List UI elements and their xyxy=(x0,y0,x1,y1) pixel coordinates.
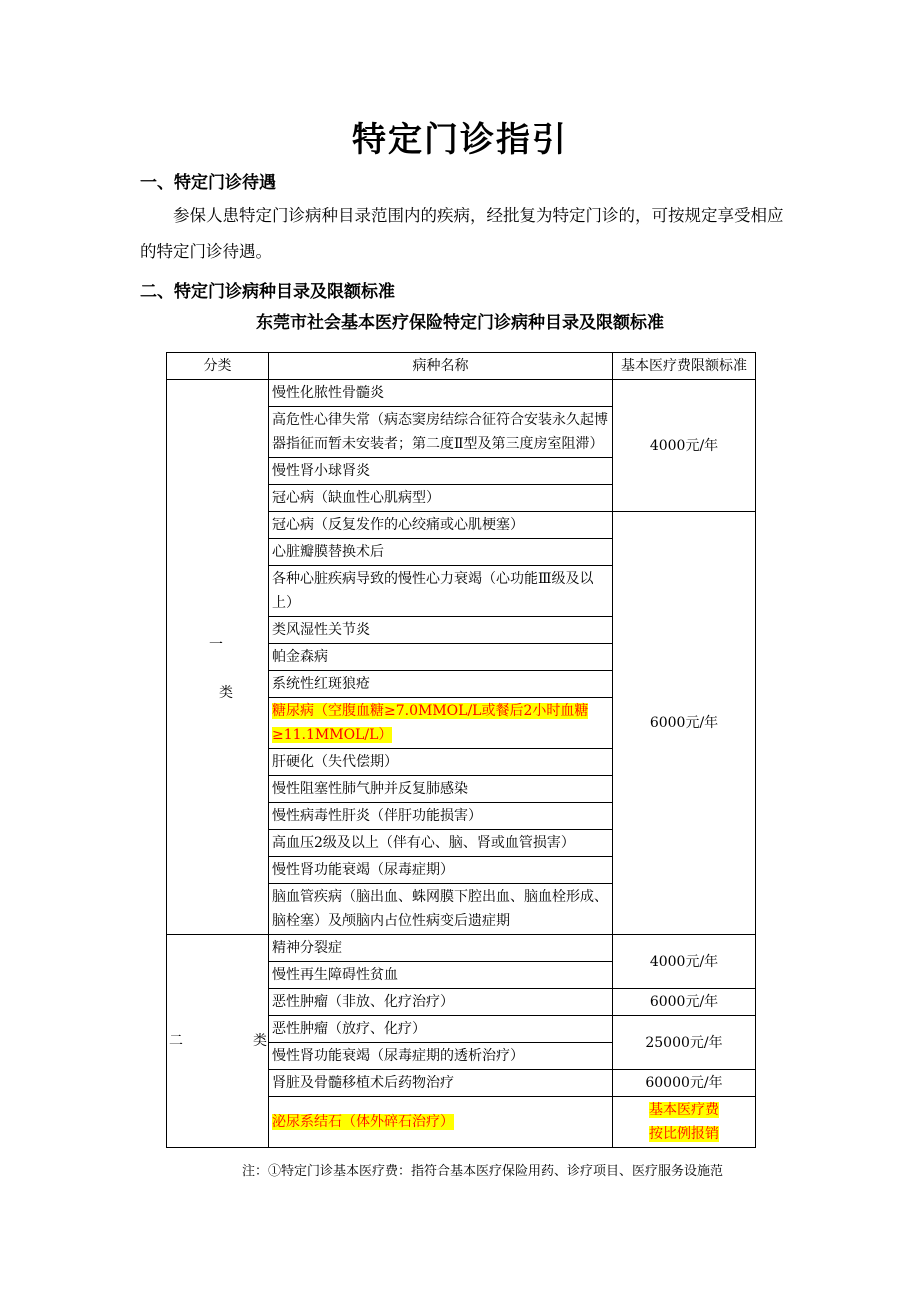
disease-name-highlighted xyxy=(269,698,613,749)
disease-name: 冠心病（反复发作的心绞痛或心肌梗塞） xyxy=(269,512,613,539)
limit-cell: 6000元/年 xyxy=(613,512,756,935)
disease-name: 慢性肾小球肾炎 xyxy=(269,458,613,485)
disease-name: 各种心脏疾病导致的慢性心力衰竭（心功能Ⅲ级及以上） xyxy=(269,566,613,617)
disease-name: 慢性病毒性肝炎（伴肝功能损害） xyxy=(269,803,613,830)
limit-cell-ratio xyxy=(613,1097,756,1148)
limit-cell: 4000元/年 xyxy=(613,380,756,512)
disease-name: 恶性肿瘤（非放、化疗治疗） xyxy=(269,989,613,1016)
limit-cell: 60000元/年 xyxy=(613,1070,756,1097)
header-category: 分类 xyxy=(167,353,269,380)
limit-cell: 6000元/年 xyxy=(613,989,756,1016)
disease-name: 帕金森病 xyxy=(269,644,613,671)
disease-name: 慢性再生障碍性贫血 xyxy=(269,962,613,989)
ratio-line1: 基本医疗费 xyxy=(649,1102,719,1118)
table-row xyxy=(167,380,756,407)
disease-name: 高危性心律失常（病态窦房结综合征符合安装永久起博器指征而暂未安装者；第二度Ⅱ型及第三度房室阻滞） xyxy=(269,407,613,458)
limit-cell: 4000元/年 xyxy=(613,935,756,989)
disease-name: 精神分裂症 xyxy=(269,935,613,962)
table-title: 东莞市社会基本医疗保险特定门诊病种目录及限额标准 xyxy=(256,313,664,333)
footnote: 注：①特定门诊基本医疗费：指符合基本医疗保险用药、诊疗项目、医疗服务设施范 xyxy=(242,1164,724,1179)
section2-heading: 二、特定门诊病种目录及限额标准 xyxy=(140,282,395,302)
disease-name: 系统性红斑狼疮 xyxy=(269,671,613,698)
disease-name: 高血压2级及以上（伴有心、脑、肾或血管损害） xyxy=(269,830,613,857)
disease-name-highlighted xyxy=(269,1097,613,1148)
disease-name: 慢性化脓性骨髓炎 xyxy=(269,380,613,407)
limit-cell: 25000元/年 xyxy=(613,1016,756,1070)
highlighted-text: 泌尿系结石（体外碎石治疗） xyxy=(272,1114,454,1130)
disease-name: 心脏瓣膜替换术后 xyxy=(269,539,613,566)
header-limit: 基本医疗费限额标准 xyxy=(613,353,756,380)
category1-char1: 一 xyxy=(209,637,223,653)
ratio-line2: 按比例报销 xyxy=(649,1126,719,1142)
table-header-row xyxy=(167,353,756,380)
category2-char1: 二 xyxy=(169,1033,183,1049)
section1-paragraph: 参保人患特定门诊病种目录范围内的疾病，经批复为特定门诊的，可按规定享受相应的特定门诊待遇。 xyxy=(140,206,784,261)
disease-name: 肾脏及骨髓移植术后药物治疗 xyxy=(269,1070,613,1097)
disease-name: 类风湿性关节炎 xyxy=(269,617,613,644)
highlighted-text: 糖尿病（空腹血糖≥7.0MMOL/L或餐后2小时血糖≥11.1MMOL/L） xyxy=(272,703,589,743)
disease-name: 慢性阻塞性肺气肿并反复肺感染 xyxy=(269,776,613,803)
category1-char2: 类 xyxy=(219,685,233,701)
disease-name: 恶性肿瘤（放疗、化疗） xyxy=(269,1016,613,1043)
disease-name: 慢性肾功能衰竭（尿毒症期的透析治疗） xyxy=(269,1043,613,1070)
disease-name: 冠心病（缺血性心肌病型） xyxy=(269,485,613,512)
category1-cell xyxy=(167,380,269,935)
page-title: 特定门诊指引 xyxy=(352,120,568,160)
section1-heading: 一、特定门诊待遇 xyxy=(140,173,276,193)
table-row xyxy=(167,935,756,962)
header-disease: 病种名称 xyxy=(269,353,613,380)
disease-name: 慢性肾功能衰竭（尿毒症期） xyxy=(269,857,613,884)
category2-cell xyxy=(167,935,269,1148)
disease-table xyxy=(166,352,756,1148)
disease-name: 脑血管疾病（脑出血、蛛网膜下腔出血、脑血栓形成、脑栓塞）及颅脑内占位性病变后遗症期 xyxy=(269,884,613,935)
disease-name: 肝硬化（失代偿期） xyxy=(269,749,613,776)
category2-char2: 类 xyxy=(253,1033,267,1049)
